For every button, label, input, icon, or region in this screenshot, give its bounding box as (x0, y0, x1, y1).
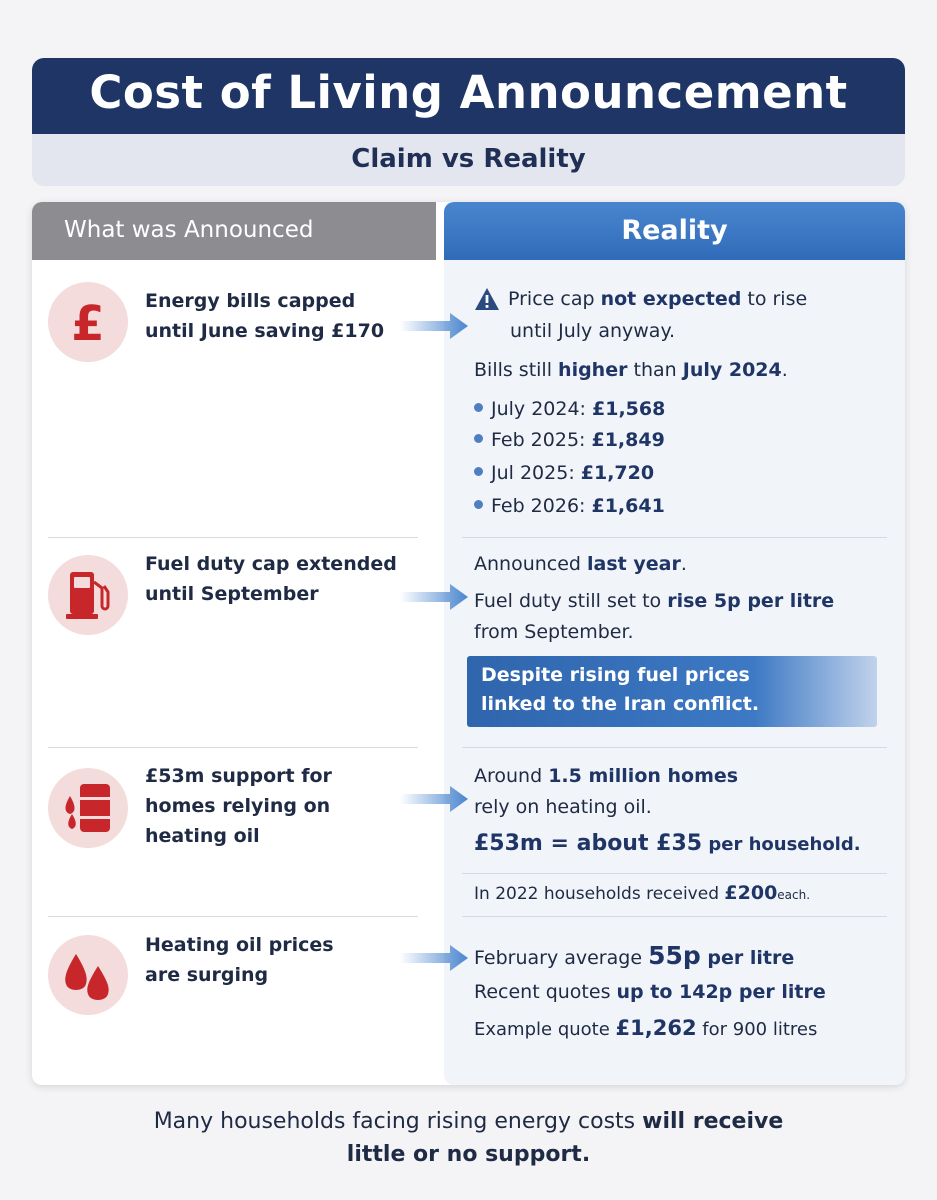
footer-line (0, 1138, 937, 1171)
price-list-item (474, 425, 665, 455)
text: Fuel duty still set to (474, 590, 668, 612)
text: than (627, 359, 683, 381)
footer-conclusion (0, 1105, 937, 1171)
text: Price cap (508, 288, 601, 310)
text: . (680, 553, 687, 575)
text: Recent quotes (474, 981, 617, 1003)
emphasis: July 2024 (682, 359, 782, 381)
bullet-icon (474, 434, 483, 443)
fuel-pump-icon (48, 555, 128, 635)
row-divider (48, 537, 418, 538)
price-label: Feb 2025: (491, 429, 592, 451)
homes-count-note (474, 761, 738, 791)
row-divider (462, 916, 887, 917)
emphasis: up to 142p (616, 981, 733, 1003)
emphasis: rise 5p per litre (667, 590, 835, 612)
claim-heating-oil-support (145, 761, 332, 851)
oil-drops-icon (48, 935, 128, 1015)
price-label: Jul 2025: (491, 462, 581, 484)
row-divider (462, 537, 887, 538)
reality-column-header (444, 202, 905, 260)
claim-line: Fuel duty cap extended (145, 553, 397, 575)
claim-line: are surging (145, 964, 269, 986)
claim-energy-bills (145, 286, 384, 346)
page-subtitle: Claim vs Reality (351, 144, 586, 174)
price-value: £1,641 (591, 495, 665, 517)
recent-quotes-note (474, 977, 826, 1007)
price-list-item (474, 394, 665, 424)
announced-column-header (32, 202, 436, 260)
text: for 900 litres (696, 1019, 818, 1040)
reality-heading: Reality (621, 215, 728, 246)
text: . (781, 359, 788, 381)
claim-line: Heating oil prices (145, 934, 334, 956)
page-title: Cost of Living Announcement (89, 66, 848, 119)
price-label: July 2024: (491, 398, 593, 420)
emphasis: per litre (700, 947, 795, 969)
pound-icon (48, 282, 128, 362)
emphasis: little or no support. (346, 1142, 591, 1167)
text: Many households facing rising energy costs (153, 1109, 643, 1134)
banner-line: Despite rising fuel prices (481, 664, 750, 686)
per-household-note (474, 829, 861, 860)
svg-text:£: £ (71, 296, 105, 348)
fuel-duty-note (474, 586, 834, 616)
arrow-right-icon (400, 311, 470, 341)
claim-line: Energy bills capped (145, 290, 356, 312)
text: In 2022 households received (474, 884, 725, 904)
claim-line: until June saving £170 (145, 320, 385, 342)
text: Example quote (474, 1019, 616, 1040)
price-cap-note (508, 284, 807, 314)
title-banner (32, 58, 905, 134)
bullet-icon (474, 403, 483, 412)
emphasis: 1.5 million homes (548, 765, 739, 787)
announced-last-year-note (474, 549, 687, 579)
subtitle-banner (32, 134, 905, 186)
claim-line: heating oil (145, 825, 260, 847)
iran-conflict-banner (467, 656, 877, 727)
row-divider (462, 873, 887, 874)
example-quote-note (474, 1013, 817, 1045)
claim-heating-oil-surging (145, 930, 334, 990)
emphasis: will receive (642, 1109, 784, 1134)
emphasis: per litre (732, 981, 826, 1003)
row-divider (48, 916, 418, 917)
bills-higher-note (474, 355, 788, 385)
oil-barrel-icon (48, 768, 128, 848)
emphasis: per household. (702, 834, 861, 855)
bullet-icon (474, 467, 483, 476)
text: to rise (741, 288, 808, 310)
row-divider (48, 747, 418, 748)
arrow-right-icon (400, 582, 470, 612)
text: each. (777, 888, 811, 902)
text: Bills still (474, 359, 559, 381)
emphasis: not expected (600, 288, 742, 310)
claim-line: £53m support for (145, 765, 332, 787)
arrow-right-icon (400, 943, 470, 973)
homes-count-note-line2: rely on heating oil. (474, 796, 652, 818)
text: February average (474, 947, 649, 969)
fuel-duty-note-line2: from September. (474, 621, 634, 643)
february-average-note (474, 941, 794, 973)
announced-heading: What was Announced (64, 217, 314, 243)
price-list-item (474, 491, 665, 521)
price-value: £1,849 (591, 429, 665, 451)
arrow-right-icon (400, 784, 470, 814)
emphasis: £200 (724, 882, 778, 904)
emphasis: £53m = about £35 (474, 831, 703, 856)
text: Around (474, 765, 549, 787)
emphasis: last year (587, 553, 681, 575)
emphasis: higher (558, 359, 628, 381)
price-value: £1,568 (592, 398, 666, 420)
past-support-note (474, 878, 810, 910)
price-cap-note-line2: until July anyway. (510, 320, 676, 342)
text: Announced (474, 553, 588, 575)
price-value: £1,720 (580, 462, 655, 484)
price-list-item (474, 458, 654, 488)
footer-line (0, 1105, 937, 1138)
emphasis: £1,262 (615, 1016, 697, 1040)
price-label: Feb 2026: (491, 495, 592, 517)
warning-icon (474, 287, 500, 311)
claim-line: until September (145, 583, 319, 605)
claim-line: homes relying on (145, 795, 331, 817)
claim-fuel-duty (145, 549, 397, 609)
bullet-icon (474, 500, 483, 509)
banner-line: linked to the Iran conflict. (481, 693, 760, 715)
row-divider (462, 747, 887, 748)
emphasis: 55p (648, 941, 701, 970)
